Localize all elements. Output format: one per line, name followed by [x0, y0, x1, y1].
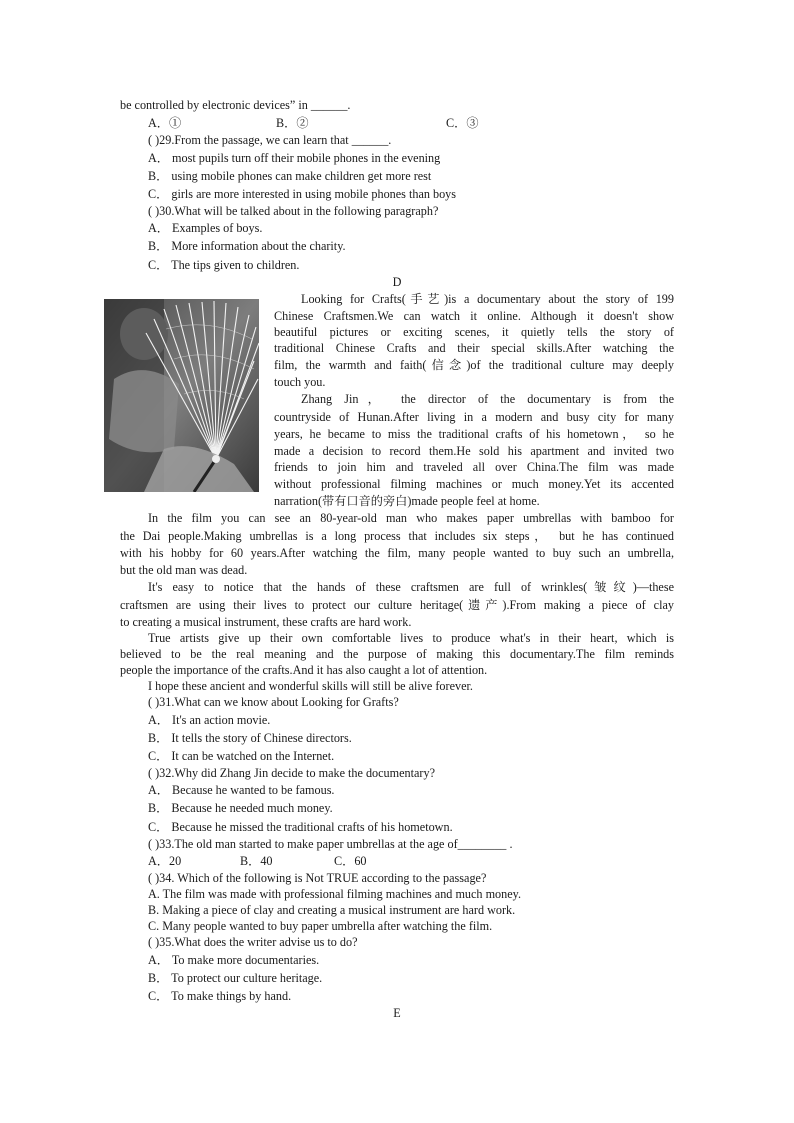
para6: I hope these ancient and wonderful skills will still be alive forever. — [148, 679, 473, 693]
q35-stem: ( )35.What does the writer advise us to do? — [148, 935, 358, 949]
q32-option-a: A． Because he wanted to be famous. — [148, 783, 335, 797]
q29-option-a: A． most pupils turn off their mobile phones in the evening — [148, 151, 441, 165]
para5-line2: believed to be the real meaning and the purpose of making this documentary.The film reminds — [120, 647, 674, 661]
q34-option-b: B. Making a piece of clay and creating a musical instrument are hard work. — [148, 903, 516, 917]
q28-option-a: A．① — [148, 116, 182, 130]
para2-line7: narration(带有口音的旁白)made people feel at home. — [274, 494, 540, 508]
q28-option-b: B．② — [276, 116, 309, 130]
q31-option-b: B． It tells the story of Chinese directors. — [148, 731, 352, 745]
para3-line2: the Dai people.Making umbrellas is a long process that includes six steps， but he has continued — [120, 529, 674, 543]
para2-line1: Zhang Jin， the director of the documentary is from the — [301, 392, 674, 406]
para2-line6: without professional filming machines or much money.Yet its accented — [274, 477, 674, 491]
para3-line1: In the film you can see an 80-year-old man who makes paper umbrellas with bamboo for — [148, 511, 674, 525]
q34-option-a: A. The film was made with professional filming machines and much money. — [148, 887, 521, 901]
para1-line2: Chinese Craftsmen.We can watch it online. Although it doesn't show — [274, 309, 674, 323]
para2-line4: made a decision to record them.He sold his apartment and invited two — [274, 444, 674, 458]
q29-stem: ( )29.From the passage, we can learn that ______. — [148, 133, 392, 147]
q33-stem: ( )33.The old man started to make paper umbrellas at the age of________ . — [148, 837, 513, 851]
para5-line1: True artists give up their own comfortable lives to produce what's in their heart, which is — [148, 631, 674, 645]
paper-umbrella-photo-icon — [104, 299, 259, 492]
section-e-heading: E — [393, 1006, 401, 1020]
q30-option-c: C． The tips given to children. — [148, 258, 300, 272]
q35-option-b: B． To protect our culture heritage. — [148, 971, 323, 985]
q31-option-c: C． It can be watched on the Internet. — [148, 749, 335, 763]
para4-line1: It's easy to notice that the hands of these craftsmen are full of wrinkles(皱纹)—these — [148, 580, 674, 594]
para1-line5: film, the warmth and faith(信念)of the traditional culture may deeply — [274, 358, 674, 372]
q32-stem: ( )32.Why did Zhang Jin decide to make the documentary? — [148, 766, 435, 780]
q31-stem: ( )31.What can we know about Looking for Grafts? — [148, 695, 399, 709]
para2-line3: years, he became to miss the traditional crafts of his hometown， so he — [274, 427, 674, 441]
q34-option-c: C. Many people wanted to buy paper umbrella after watching the film. — [148, 919, 493, 933]
q28-option-c: C．③ — [446, 116, 479, 130]
para4-line3: to creating a musical instrument, these crafts are hard work. — [120, 615, 412, 629]
para4-line2: craftsmen are using their lives to protect our culture heritage(遗产).From making a piece of clay — [120, 598, 674, 612]
q33-option-b: B．40 — [240, 854, 273, 868]
q31-option-a: A． It's an action movie. — [148, 713, 271, 727]
q29-option-c: C． girls are more interested in using mobile phones than boys — [148, 187, 457, 201]
q32-option-c: C． Because he missed the traditional crafts of his hometown. — [148, 820, 453, 834]
q30-option-b: B． More information about the charity. — [148, 239, 346, 253]
para3-line4: but the old man was dead. — [120, 563, 248, 577]
para2-line5: friends to join him and traveled all over China.The film was made — [274, 460, 674, 474]
q30-stem: ( )30.What will be talked about in the following paragraph? — [148, 204, 439, 218]
q35-option-a: A． To make more documentaries. — [148, 953, 320, 967]
craftsman-photo — [104, 299, 259, 492]
q29-option-b: B． using mobile phones can make children get more rest — [148, 169, 432, 183]
q33-option-a: A．20 — [148, 854, 182, 868]
q35-option-c: C． To make things by hand. — [148, 989, 292, 1003]
q30-option-a: A． Examples of boys. — [148, 221, 263, 235]
q33-option-c: C．60 — [334, 854, 367, 868]
para3-line3: with his hobby for 60 years.After watching the film, many people wanted to buy such an umbrella, — [120, 546, 674, 560]
para1-line6: touch you. — [274, 375, 326, 389]
q32-option-b: B． Because he needed much money. — [148, 801, 333, 815]
section-d-heading: D — [392, 275, 402, 289]
para1-line4: traditional Chinese Crafts and their special skills.After watching the — [274, 341, 674, 355]
q34-stem: ( )34. Which of the following is Not TRUE according to the passage? — [148, 871, 487, 885]
para1-line1: Looking for Crafts(手艺)is a documentary about the story of 199 — [301, 292, 674, 306]
para2-line2: countryside of Hunan.After living in a modern and busy city for many — [274, 410, 674, 424]
q28-stem-end: be controlled by electronic devices” in ______. — [120, 98, 351, 112]
para1-line3: beautiful pictures or exciting scenes, it quietly tells the story of — [274, 325, 674, 339]
para5-line3: people the importance of the crafts.And it has also caught a lot of attention. — [120, 663, 488, 677]
